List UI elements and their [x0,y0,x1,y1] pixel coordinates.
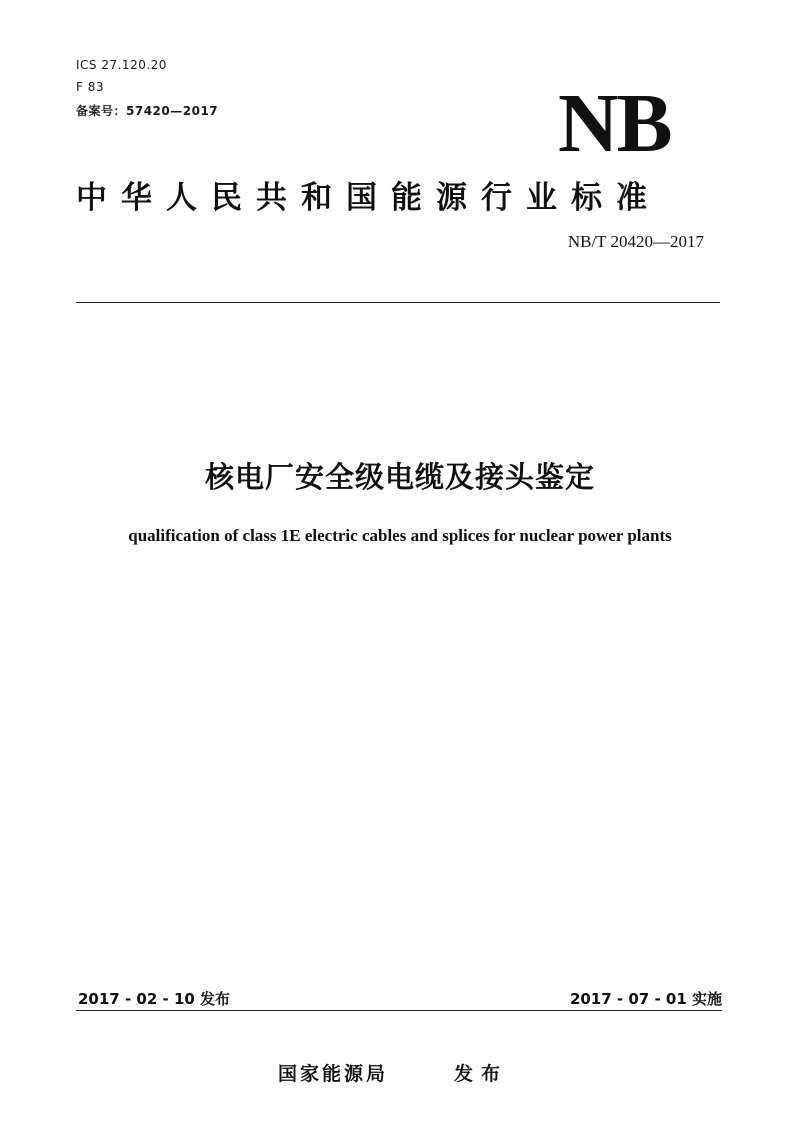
top-divider [76,302,720,303]
bottom-divider [76,1010,722,1011]
document-title-en: qualification of class 1E electric cables and splices for nuclear power plants [128,526,672,545]
standard-category-title: 中华人民共和国能源行业标准 [76,180,661,216]
ics-code: ICS 27.120.20 [76,58,167,72]
issue-label: 发布 [454,1063,509,1085]
nb-logo: NB [558,77,671,170]
publish-date: 2017 - 02 - 10 发布 [78,990,231,1008]
issuing-authority: 国家能源局 [278,1063,389,1085]
document-title-cn: 核电厂安全级电缆及接头鉴定 [204,460,595,494]
record-number: 备案号：57420—2017 [76,104,219,118]
standard-number: NB/T 20420—2017 [567,232,704,251]
classification-code: F 83 [76,80,104,94]
effective-date: 2017 - 07 - 01 实施 [569,990,722,1008]
